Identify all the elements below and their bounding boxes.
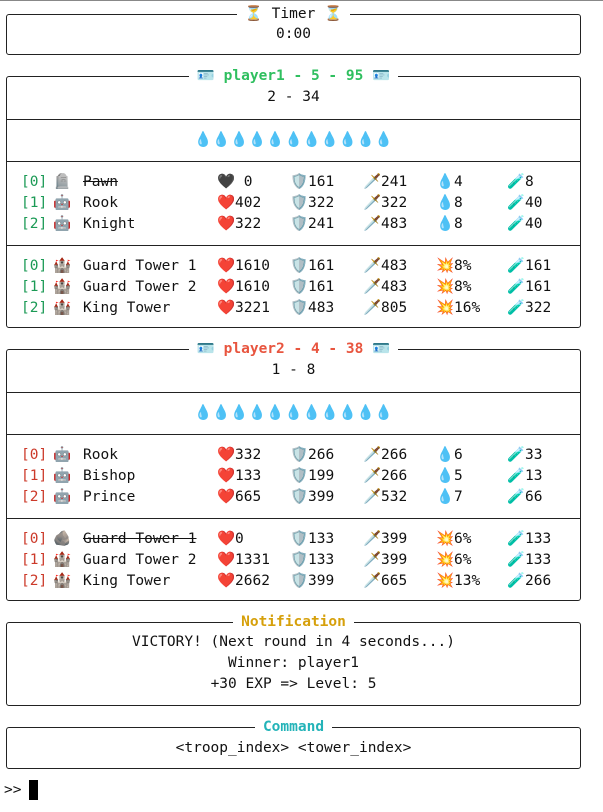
tower-defense: 🛡️133 <box>290 552 335 568</box>
divider <box>7 434 580 435</box>
tower-defense: 🛡️483 <box>290 300 335 316</box>
tower-crit-chance: 💥8% <box>436 258 472 274</box>
timer-value: 0:00 <box>276 26 311 42</box>
troop-attack: 🗡️532 <box>363 489 408 505</box>
troop-defense: 🛡️322 <box>290 195 335 211</box>
troop-mana-cost: 💧6 <box>436 447 463 463</box>
tower-exp: 🧪322 <box>507 300 552 316</box>
tower-index: [2] <box>21 573 48 589</box>
player2-mana-bar: 💧💧💧💧💧💧💧💧💧💧💧 <box>194 405 393 421</box>
player2-score: 1 - 8 <box>271 362 316 378</box>
tower-defense: 🛡️161 <box>290 279 335 295</box>
troop-name: Rook <box>83 447 118 463</box>
player1-score: 2 - 34 <box>267 89 320 105</box>
tower-unit-icon: 🏰 <box>53 552 72 568</box>
troop-defense: 🛡️266 <box>290 447 335 463</box>
troop-name: Knight <box>83 216 136 232</box>
troop-index: [0] <box>21 447 48 463</box>
command-hint: <troop_index> <tower_index> <box>175 740 412 756</box>
tower-index: [1] <box>21 552 48 568</box>
troop-index: [2] <box>21 216 48 232</box>
troop-hp: ❤️322 <box>217 216 262 232</box>
troop-hp: ❤️133 <box>217 468 262 484</box>
troop-exp: 🧪8 <box>507 174 534 190</box>
tower-attack: 🗡️665 <box>363 573 408 589</box>
tower-row <box>7 550 580 571</box>
troop-index: [0] <box>21 174 48 190</box>
troop-row <box>7 466 580 487</box>
notification-panel <box>6 614 581 706</box>
tower-unit-icon: 🏰 <box>53 573 72 589</box>
troop-index: [1] <box>21 468 48 484</box>
troop-attack: 🗡️266 <box>363 447 408 463</box>
divider <box>7 245 580 246</box>
tower-defense: 🛡️161 <box>290 258 335 274</box>
troop-defense: 🛡️399 <box>290 489 335 505</box>
troop-mana-cost: 💧8 <box>436 195 463 211</box>
tower-index: [1] <box>21 279 48 295</box>
troop-row <box>7 487 580 508</box>
tower-unit-icon: 🏰 <box>53 258 72 274</box>
troop-name: Rook <box>83 195 118 211</box>
tower-name: King Tower <box>83 300 171 316</box>
player1-panel <box>6 68 581 328</box>
tower-hp: ❤️0 <box>217 531 244 547</box>
tower-hp: ❤️1610 <box>217 258 270 274</box>
player1-title: 🪪 player1 - 5 - 95 🪪 <box>7 68 580 85</box>
tower-crit-chance: 💥6% <box>436 531 472 547</box>
command-input[interactable] <box>4 780 38 800</box>
troop-unit-icon: 🤖 <box>53 468 72 484</box>
tower-crit-chance: 💥16% <box>436 300 481 316</box>
tower-attack: 🗡️805 <box>363 300 408 316</box>
troop-row <box>7 172 580 193</box>
tower-crit-chance: 💥6% <box>436 552 472 568</box>
troop-mana-cost: 💧7 <box>436 489 463 505</box>
timer-title: ⏳ Timer ⏳ <box>7 6 580 23</box>
tower-index: [2] <box>21 300 48 316</box>
tower-exp: 🧪161 <box>507 279 552 295</box>
tower-index: [0] <box>21 531 48 547</box>
tower-crit-chance: 💥8% <box>436 279 472 295</box>
tower-row <box>7 298 580 319</box>
top-divider <box>0 0 603 1</box>
troop-unit-icon: 🪦 <box>53 174 72 190</box>
troop-name: Prince <box>83 489 136 505</box>
tower-name: Guard Tower 2 <box>83 279 197 295</box>
divider <box>7 161 580 162</box>
tower-row <box>7 256 580 277</box>
tower-unit-icon: 🏰 <box>53 300 72 316</box>
tower-hp: ❤️1331 <box>217 552 270 568</box>
tower-row <box>7 529 580 550</box>
timer-panel <box>6 6 581 55</box>
troop-hp: ❤️402 <box>217 195 262 211</box>
troop-attack: 🗡️241 <box>363 174 408 190</box>
troop-exp: 🧪33 <box>507 447 543 463</box>
troop-unit-icon: 🤖 <box>53 489 72 505</box>
prompt-symbol: >> <box>4 782 22 798</box>
command-panel <box>6 719 581 769</box>
troop-hp: ❤️332 <box>217 447 262 463</box>
notification-line: +30 EXP => Level: 5 <box>210 676 377 692</box>
troop-mana-cost: 💧8 <box>436 216 463 232</box>
troop-exp: 🧪66 <box>507 489 543 505</box>
tower-name: King Tower <box>83 573 171 589</box>
troop-attack: 🗡️266 <box>363 468 408 484</box>
troop-hp: ❤️665 <box>217 489 262 505</box>
troop-defense: 🛡️161 <box>290 174 335 190</box>
tower-index: [0] <box>21 258 48 274</box>
tower-crit-chance: 💥13% <box>436 573 481 589</box>
tower-attack: 🗡️399 <box>363 531 408 547</box>
tower-exp: 🧪133 <box>507 552 552 568</box>
troop-hp: 🖤 0 <box>217 174 253 190</box>
notification-title: Notification <box>7 614 580 631</box>
troop-row <box>7 214 580 235</box>
tower-exp: 🧪161 <box>507 258 552 274</box>
tower-row <box>7 571 580 592</box>
notification-line: VICTORY! (Next round in 4 seconds...) <box>131 634 455 650</box>
command-title: Command <box>7 719 580 736</box>
tower-hp: ❤️3221 <box>217 300 270 316</box>
notification-line: Winner: player1 <box>228 655 359 671</box>
troop-unit-icon: 🤖 <box>53 195 72 211</box>
tower-hp: ❤️1610 <box>217 279 270 295</box>
troop-exp: 🧪40 <box>507 216 543 232</box>
player2-panel <box>6 341 581 601</box>
troop-attack: 🗡️483 <box>363 216 408 232</box>
tower-row <box>7 277 580 298</box>
tower-hp: ❤️2662 <box>217 573 270 589</box>
troop-defense: 🛡️199 <box>290 468 335 484</box>
troop-attack: 🗡️322 <box>363 195 408 211</box>
troop-mana-cost: 💧5 <box>436 468 463 484</box>
tower-name: Guard Tower 2 <box>83 552 197 568</box>
text-cursor <box>29 780 38 800</box>
troop-row <box>7 445 580 466</box>
tower-defense: 🛡️133 <box>290 531 335 547</box>
troop-unit-icon: 🤖 <box>53 216 72 232</box>
troop-exp: 🧪40 <box>507 195 543 211</box>
divider <box>7 119 580 120</box>
troop-name: Pawn <box>83 174 118 190</box>
player2-title: 🪪 player2 - 4 - 38 🪪 <box>7 341 580 358</box>
troop-index: [1] <box>21 195 48 211</box>
divider <box>7 392 580 393</box>
tower-defense: 🛡️399 <box>290 573 335 589</box>
tower-attack: 🗡️483 <box>363 258 408 274</box>
tower-exp: 🧪266 <box>507 573 552 589</box>
tower-exp: 🧪133 <box>507 531 552 547</box>
troop-row <box>7 193 580 214</box>
tower-unit-icon: 🏰 <box>53 279 72 295</box>
troop-defense: 🛡️241 <box>290 216 335 232</box>
tower-attack: 🗡️483 <box>363 279 408 295</box>
tower-attack: 🗡️399 <box>363 552 408 568</box>
divider <box>7 518 580 519</box>
player1-mana-bar: 💧💧💧💧💧💧💧💧💧💧💧 <box>194 132 393 148</box>
troop-exp: 🧪13 <box>507 468 543 484</box>
troop-unit-icon: 🤖 <box>53 447 72 463</box>
troop-index: [2] <box>21 489 48 505</box>
tower-unit-icon: 🪨 <box>53 531 72 547</box>
troop-name: Bishop <box>83 468 136 484</box>
tower-name: Guard Tower 1 <box>83 531 197 547</box>
troop-mana-cost: 💧4 <box>436 174 463 190</box>
tower-name: Guard Tower 1 <box>83 258 197 274</box>
